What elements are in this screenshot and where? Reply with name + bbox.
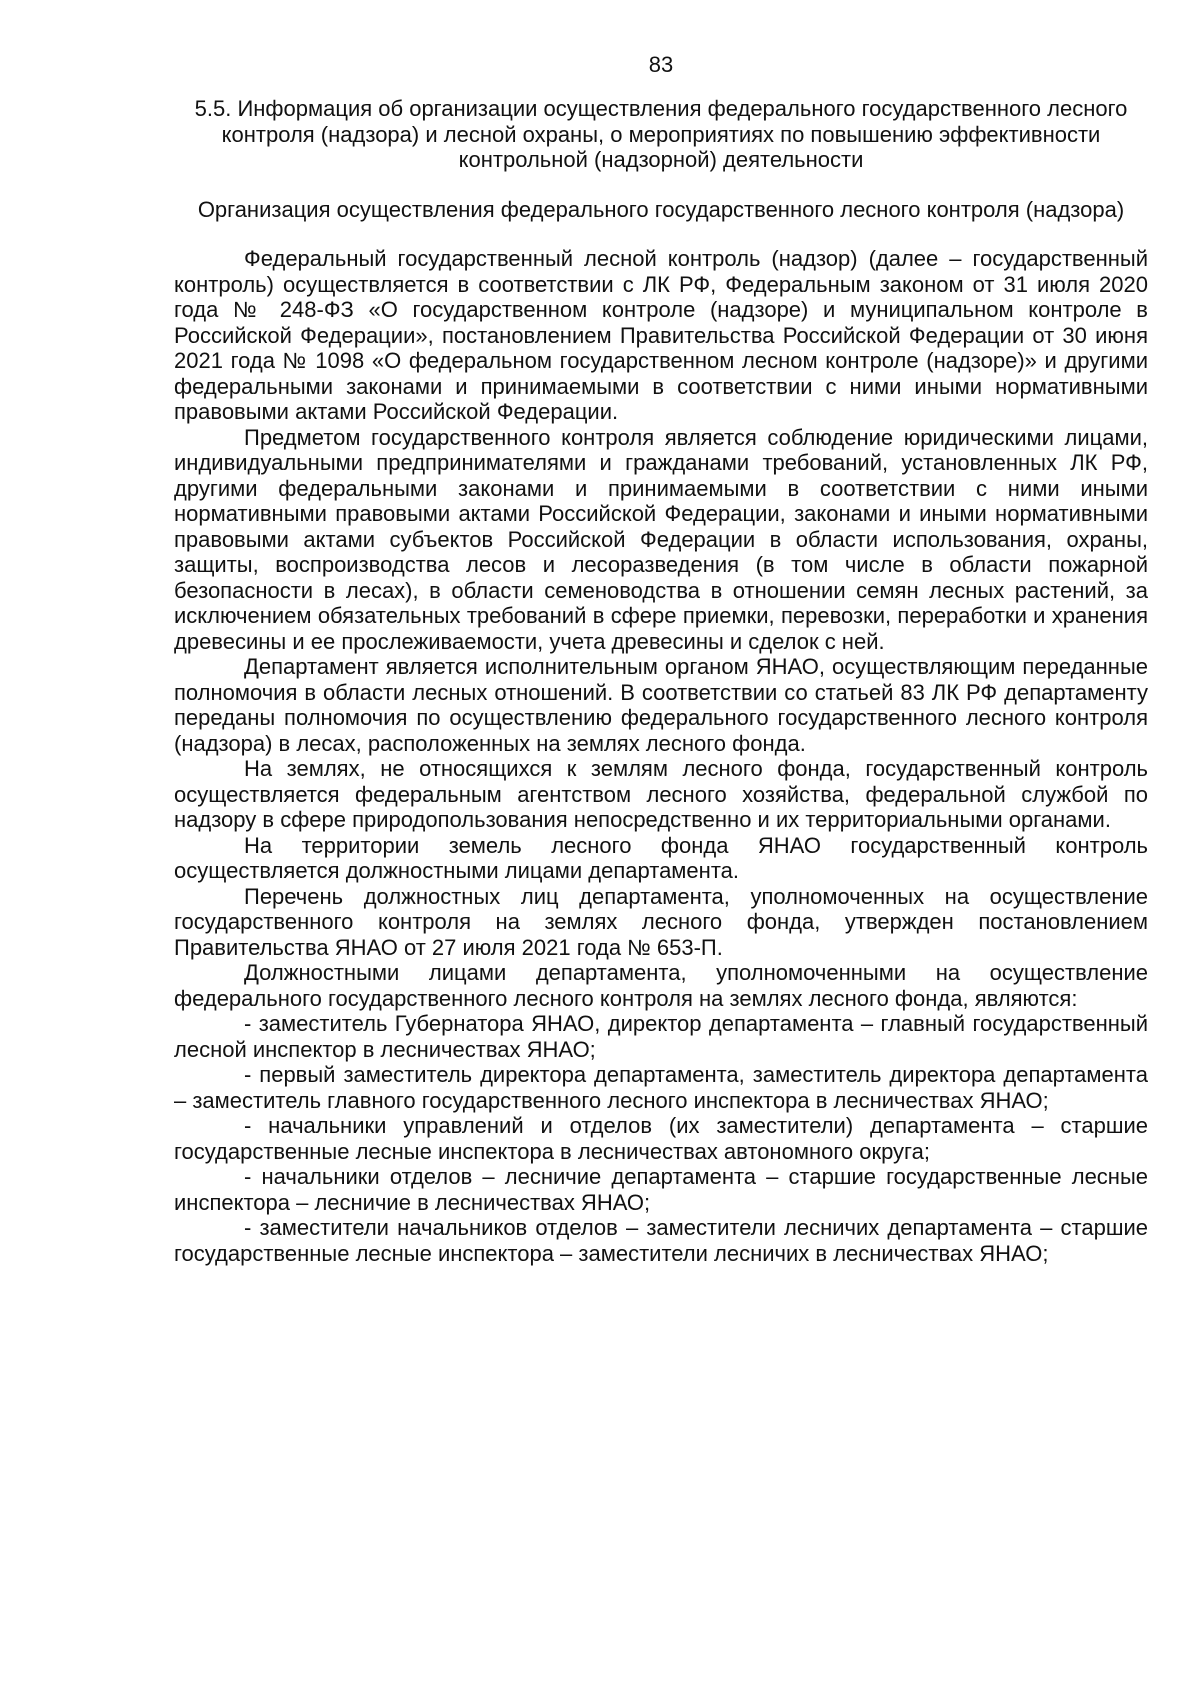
paragraph: Департамент является исполнительным органом ЯНАО, осуществляющим переданные полномочия в области лесных отношений. В соответствии со статьей 83 ЛК РФ департаменту переданы полномочия по осуществлению федерального государственного лесного контроля (надзора) в лесах, расположенных на землях лесного фонда. bbox=[174, 654, 1148, 756]
paragraph: На землях, не относящихся к землям лесного фонда, государственный контроль осуществляется федеральным агентством лесного хозяйства, федеральной службой по надзору в сфере природопользования непосредственно и их территориальными органами. bbox=[174, 756, 1148, 832]
paragraph: Федеральный государственный лесной контроль (надзор) (далее – государственный контроль) осуществляется в соответствии с ЛК РФ, Федеральным законом от 31 июля 2020 года № 248-ФЗ «О государственном контроле (надзоре) и муниципальном контроле в Российской Федерации», постановлением Правительства Российской Федерации от 30 июня 2021 года № 1098 «О федеральном государственном лесном контроле (надзоре)» и другими федеральными законами и принимаемыми в соответствии с ними иными нормативными правовыми актами Российской Федерации. bbox=[174, 246, 1148, 424]
section-title: 5.5. Информация об организации осуществления федерального государственного лесного контроля (надзора) и лесной охраны, о мероприятиях по повышению эффективности контрольной (надзорной) деятельности bbox=[194, 96, 1128, 172]
subsection-title: Организация осуществления федерального государственного лесного контроля (надзора) bbox=[197, 196, 1125, 222]
list-item: - заместитель Губернатора ЯНАО, директор департамента – главный государственный лесной инспектор в лесничествах ЯНАО; bbox=[174, 1011, 1148, 1062]
paragraph: Перечень должностных лиц департамента, уполномоченных на осуществление государственного контроля на землях лесного фонда, утвержден постановлением Правительства ЯНАО от 27 июля 2021 года № 653-П. bbox=[174, 883, 1148, 960]
document-page bbox=[174, 52, 1148, 1266]
paragraph: Должностными лицами департамента, уполномоченными на осуществление федерального государственного лесного контроля на землях лесного фонда, являются: bbox=[174, 960, 1148, 1011]
list-item: - заместители начальников отделов – заместители лесничих департамента – старшие государственные лесные инспектора – заместители лесничих в лесничествах ЯНАО; bbox=[174, 1215, 1148, 1266]
page-number: 83 bbox=[648, 52, 674, 77]
list-item: - начальники управлений и отделов (их заместители) департамента – старшие государственные лесные инспектора в лесничествах автономного округа; bbox=[174, 1113, 1148, 1164]
list-item: - начальники отделов – лесничие департамента – старшие государственные лесные инспектора – лесничие в лесничествах ЯНАО; bbox=[174, 1164, 1148, 1215]
paragraph: Предметом государственного контроля является соблюдение юридическими лицами, индивидуальными предпринимателями и гражданами требований, установленных ЛК РФ, другими федеральными законами и принимаемыми в соответствии с ними иными нормативными правовыми актами Российской Федерации, законами и иными нормативными правовыми актами субъектов Российской Федерации в области использования, охраны, защиты, воспроизводства лесов и лесоразведения (в том числе в области пожарной безопасности в лесах), в области семеноводства в отношении семян лесных растений, за исключением обязательных требований в сфере приемки, перевозки, переработки и хранения древесины и ее прослеживаемости, учета древесины и сделок с ней. bbox=[174, 424, 1148, 654]
paragraph: На территории земель лесного фонда ЯНАО государственный контроль осуществляется должностными лицами департамента. bbox=[174, 832, 1148, 883]
list-item: - первый заместитель директора департамента, заместитель директора департамента – заместитель главного государственного лесного инспектора в лесничествах ЯНАО; bbox=[174, 1062, 1148, 1113]
body-text bbox=[174, 246, 1148, 1266]
